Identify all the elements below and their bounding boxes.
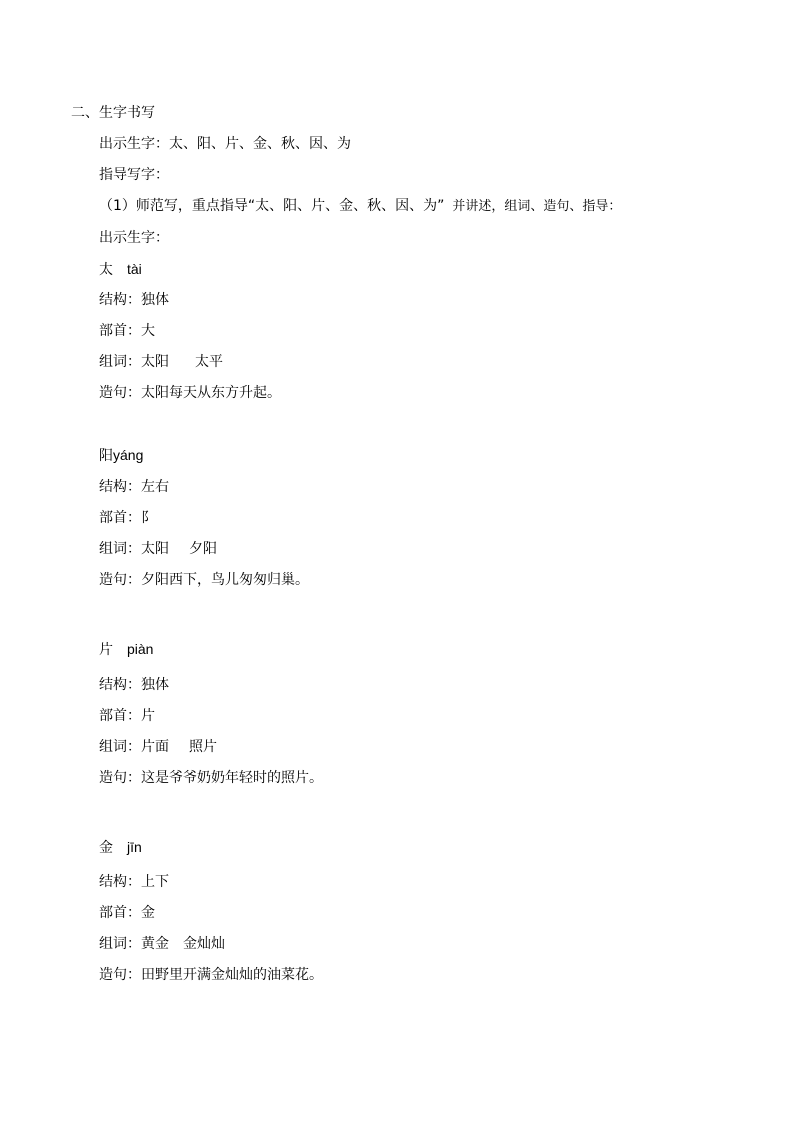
char-structure: 结构：独体 (99, 677, 169, 693)
char-pinyin: piàn (127, 641, 154, 657)
char-glyph: 金 (99, 840, 113, 856)
char-sentence: 造句：这是爷爷奶奶年轻时的照片。 (99, 770, 323, 786)
char-heading-pian (99, 640, 153, 659)
char-words (99, 935, 225, 953)
char-structure: 结构：上下 (99, 874, 169, 890)
char-sentence: 造句：田野里开满金灿灿的油菜花。 (99, 967, 323, 983)
guide-line: 指导写字： (99, 167, 169, 183)
char-sentence: 造句：太阳每天从东方升起。 (99, 385, 281, 401)
step1-line (99, 197, 621, 216)
section-title: 二、生字书写 (71, 105, 155, 121)
char-words-first: 组词：太阳 (99, 541, 169, 557)
char-structure: 结构：独体 (99, 292, 169, 308)
char-words (99, 738, 217, 756)
char-pinyin: jīn (127, 839, 142, 855)
char-structure: 结构：左右 (99, 479, 169, 495)
char-words-second: 夕阳 (189, 541, 217, 557)
char-radical: 部首：阝 (99, 510, 155, 526)
char-glyph: 阳 (99, 448, 113, 464)
char-radical: 部首：大 (99, 323, 155, 339)
char-pinyin: tài (127, 261, 142, 277)
char-words-second: 照片 (189, 739, 217, 755)
show-chars-line: 出示生字：太、阳、片、金、秋、因、为 (99, 136, 351, 152)
char-heading-jin (99, 838, 142, 857)
char-heading-tai (99, 260, 142, 279)
show-chars2-line: 出示生字： (99, 230, 169, 246)
char-words-second: 金灿灿 (183, 936, 225, 952)
char-words-first: 组词：片面 (99, 739, 169, 755)
char-words-second: 太平 (195, 354, 223, 370)
step1-main: （1）师范写，重点指导“太、阳、片、金、秋、因、为” (99, 198, 445, 214)
char-glyph: 片 (99, 642, 113, 658)
char-heading-yang (99, 446, 143, 465)
char-words-first: 组词：黄金 (99, 936, 169, 952)
char-pinyin: yáng (113, 447, 144, 463)
char-glyph: 太 (99, 262, 113, 278)
char-words-first: 组词：太阳 (99, 354, 169, 370)
char-radical: 部首：片 (99, 708, 155, 724)
char-radical: 部首：金 (99, 905, 155, 921)
step1-tail: 并讲述，组词、造句、指导： (452, 199, 622, 214)
char-words (99, 540, 217, 558)
char-sentence: 造句：夕阳西下，鸟儿匆匆归巢。 (99, 572, 309, 588)
char-words (99, 353, 223, 371)
